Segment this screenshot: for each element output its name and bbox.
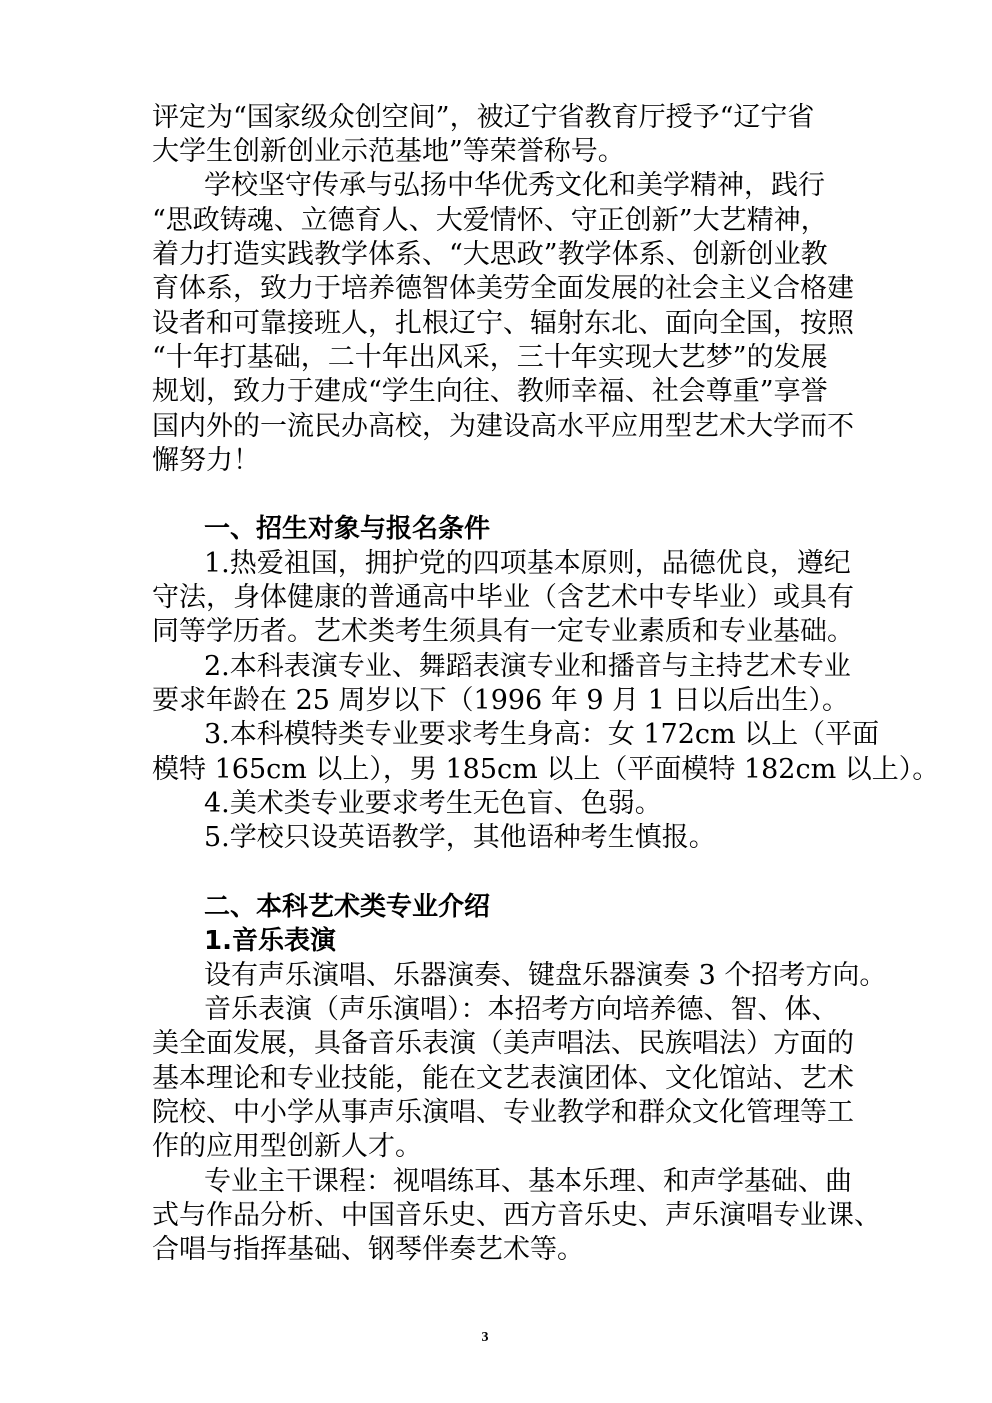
text-line: 式与作品分析、中国音乐史、西方音乐史、声乐演唱专业课、 — [152, 1200, 881, 1231]
text-line: 国内外的一流民办高校，为建设高水平应用型艺术大学而不 — [152, 411, 854, 442]
text-line: 4.美术类专业要求考生无色盲、色弱。 — [204, 788, 662, 819]
text-line: 专业主干课程：视唱练耳、基本乐理、和声学基础、曲 — [204, 1166, 852, 1197]
text-line: “思政铸魂、立德育人、大爱情怀、守正创新”大艺精神， — [152, 205, 828, 236]
text-line: “十年打基础，二十年出风采，三十年实现大艺梦”的发展 — [152, 342, 828, 373]
text-line: 大学生创新创业示范基地”等荣誉称号。 — [152, 136, 625, 167]
text-line: 设有声乐演唱、乐器演奏、键盘乐器演奏 3 个招考方向。 — [204, 960, 887, 991]
page-number: 3 — [481, 1330, 489, 1345]
text-line: 同等学历者。艺术类考生须具有一定专业素质和专业基础。 — [152, 616, 854, 647]
text-line: 设者和可靠接班人，扎根辽宁、辐射东北、面向全国，按照 — [152, 308, 854, 339]
subsection-heading: 1.音乐表演 — [204, 926, 336, 956]
text-line: 育体系，致力于培养德智体美劳全面发展的社会主义合格建 — [152, 273, 854, 304]
text-line: 着力打造实践教学体系、“大思政”教学体系、创新创业教 — [152, 239, 828, 270]
text-line: 美全面发展，具备音乐表演（美声唱法、民族唱法）方面的 — [152, 1028, 854, 1059]
text-line: 评定为“国家级众创空间”，被辽宁省教育厅授予“辽宁省 — [152, 102, 815, 133]
text-line: 作的应用型创新人才。 — [152, 1131, 422, 1162]
text-line: 懈努力！ — [152, 445, 260, 476]
text-line: 要求年龄在 25 周岁以下（1996 年 9 月 1 日以后出生）。 — [152, 685, 850, 716]
section-heading: 二、本科艺术类专业介绍 — [204, 892, 491, 922]
text-line: 模特 165cm 以上），男 185cm 以上（平面模特 182cm 以上）。 — [152, 754, 940, 785]
text-line: 基本理论和专业技能，能在文艺表演团体、文化馆站、艺术 — [152, 1063, 854, 1094]
section-heading: 一、招生对象与报名条件 — [204, 514, 491, 544]
text-line: 合唱与指挥基础、钢琴伴奏艺术等。 — [152, 1234, 584, 1265]
text-line: 规划，致力于建成“学生向往、教师幸福、社会尊重”享誉 — [152, 376, 828, 407]
text-line: 院校、中小学从事声乐演唱、专业教学和群众文化管理等工 — [152, 1097, 854, 1128]
text-line: 音乐表演（声乐演唱）：本招考方向培养德、智、体、 — [204, 994, 839, 1025]
text-line: 3.本科模特类专业要求考生身高：女 172cm 以上（平面 — [204, 719, 880, 750]
text-line: 学校坚守传承与弘扬中华优秀文化和美学精神，践行 — [204, 170, 825, 201]
text-line: 5.学校只设英语教学，其他语种考生慎报。 — [204, 822, 716, 853]
text-line: 1.热爱祖国，拥护党的四项基本原则，品德优良，遵纪 — [204, 548, 851, 579]
text-line: 2.本科表演专业、舞蹈表演专业和播音与主持艺术专业 — [204, 651, 851, 682]
text-line: 守法，身体健康的普通高中毕业（含艺术中专毕业）或具有 — [152, 582, 854, 613]
